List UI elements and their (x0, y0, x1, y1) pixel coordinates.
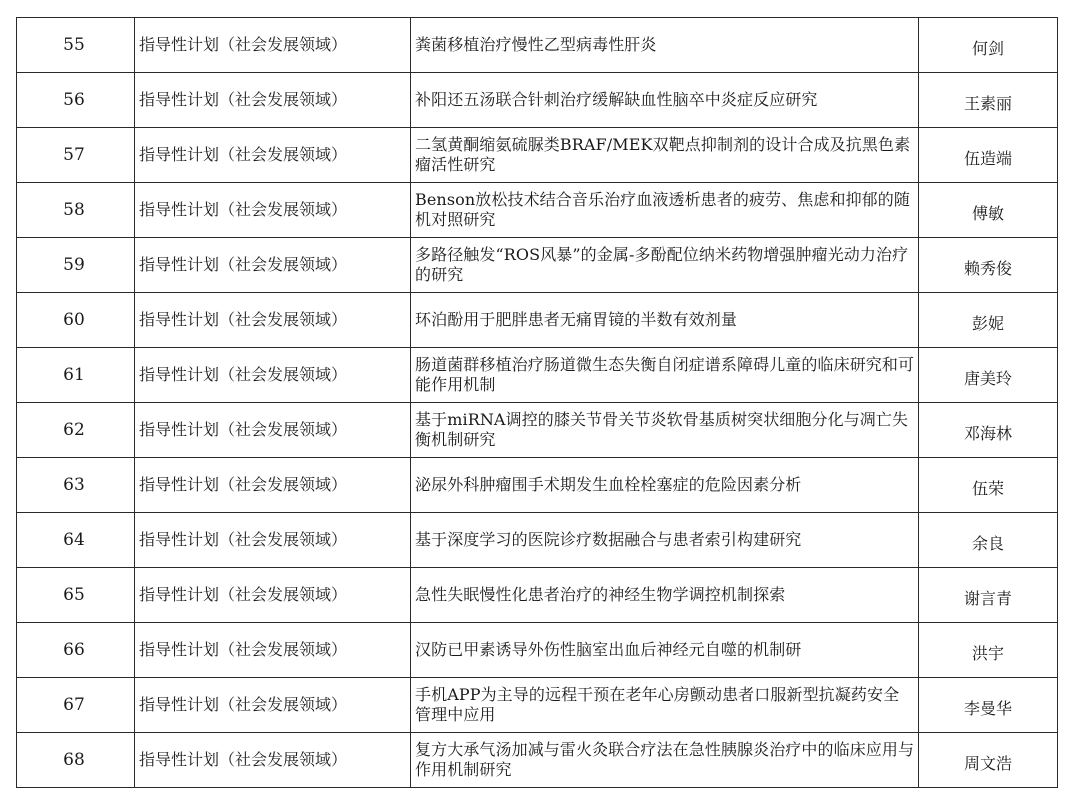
plan-type: 指导性计划（社会发展领域） (135, 348, 411, 403)
table-row (17, 18, 1058, 73)
person-in-charge: 赖秀俊 (919, 238, 1058, 293)
project-title: 基于深度学习的医院诊疗数据融合与患者索引构建研究 (415, 530, 802, 549)
project-title-cell (411, 458, 919, 513)
project-title-cell (411, 183, 919, 238)
person-in-charge: 伍造端 (919, 128, 1058, 183)
plan-type: 指导性计划（社会发展领域） (135, 128, 411, 183)
row-number: 61 (17, 348, 135, 403)
project-title-cell (411, 513, 919, 568)
plan-type: 指导性计划（社会发展领域） (135, 403, 411, 458)
project-title-cell (411, 623, 919, 678)
row-number: 59 (17, 238, 135, 293)
project-title: 二氢黄酮缩氨硫脲类BRAF/MEK双靶点抑制剂的设计合成及抗黑色素瘤活性研究 (415, 135, 911, 174)
project-title: 泌尿外科肿瘤围手术期发生血栓栓塞症的危险因素分析 (415, 475, 802, 494)
plan-type: 指导性计划（社会发展领域） (135, 293, 411, 348)
row-number: 60 (17, 293, 135, 348)
table-row (17, 293, 1058, 348)
project-table-body (17, 18, 1058, 788)
plan-type: 指导性计划（社会发展领域） (135, 678, 411, 733)
project-title: 环泊酚用于肥胖患者无痛胃镜的半数有效剂量 (415, 310, 738, 329)
person-in-charge: 洪宇 (919, 623, 1058, 678)
person-in-charge: 彭妮 (919, 293, 1058, 348)
project-title: 肠道菌群移植治疗肠道微生态失衡自闭症谱系障碍儿童的临床研究和可能作用机制 (415, 355, 915, 394)
table-row (17, 128, 1058, 183)
table-row (17, 458, 1058, 513)
project-title: 补阳还五汤联合针刺治疗缓解缺血性脑卒中炎症反应研究 (415, 90, 818, 109)
row-number: 56 (17, 73, 135, 128)
table-row (17, 348, 1058, 403)
project-title: 多路径触发“ROS风暴”的金属-多酚配位纳米药物增强肿瘤光动力治疗的研究 (415, 245, 909, 284)
row-number: 63 (17, 458, 135, 513)
row-number: 67 (17, 678, 135, 733)
table-row (17, 568, 1058, 623)
project-title-cell (411, 238, 919, 293)
plan-type: 指导性计划（社会发展领域） (135, 733, 411, 788)
project-title: 急性失眠慢性化患者治疗的神经生物学调控机制探索 (415, 585, 786, 604)
project-title-cell (411, 568, 919, 623)
plan-type: 指导性计划（社会发展领域） (135, 568, 411, 623)
project-title-cell (411, 348, 919, 403)
plan-type: 指导性计划（社会发展领域） (135, 18, 411, 73)
project-title: 汉防已甲素诱导外伤性脑室出血后神经元自噬的机制研 (415, 640, 802, 659)
row-number: 62 (17, 403, 135, 458)
row-number: 57 (17, 128, 135, 183)
row-number: 65 (17, 568, 135, 623)
project-title: 复方大承气汤加减与雷火灸联合疗法在急性胰腺炎治疗中的临床应用与作用机制研究 (415, 740, 915, 779)
table-row (17, 678, 1058, 733)
project-title: 粪菌移植治疗慢性乙型病毒性肝炎 (415, 35, 657, 54)
person-in-charge: 傅敏 (919, 183, 1058, 238)
project-title-cell (411, 18, 919, 73)
project-title-cell (411, 73, 919, 128)
project-title: 基于miRNA调控的膝关节骨关节炎软骨基质树突状细胞分化与凋亡失衡机制研究 (415, 410, 909, 449)
table-row (17, 623, 1058, 678)
plan-type: 指导性计划（社会发展领域） (135, 238, 411, 293)
person-in-charge: 李曼华 (919, 678, 1058, 733)
project-title-cell (411, 678, 919, 733)
person-in-charge: 余良 (919, 513, 1058, 568)
project-title: Benson放松技术结合音乐治疗血液透析患者的疲劳、焦虑和抑郁的随机对照研究 (415, 190, 910, 229)
project-title-cell (411, 293, 919, 348)
row-number: 58 (17, 183, 135, 238)
table-row (17, 733, 1058, 788)
person-in-charge: 谢言青 (919, 568, 1058, 623)
table-row (17, 73, 1058, 128)
person-in-charge: 王素丽 (919, 73, 1058, 128)
person-in-charge: 周文浩 (919, 733, 1058, 788)
row-number: 66 (17, 623, 135, 678)
plan-type: 指导性计划（社会发展领域） (135, 623, 411, 678)
plan-type: 指导性计划（社会发展领域） (135, 513, 411, 568)
table-row (17, 183, 1058, 238)
project-title-cell (411, 733, 919, 788)
plan-type: 指导性计划（社会发展领域） (135, 183, 411, 238)
row-number: 68 (17, 733, 135, 788)
plan-type: 指导性计划（社会发展领域） (135, 458, 411, 513)
project-table (16, 17, 1058, 788)
plan-type: 指导性计划（社会发展领域） (135, 73, 411, 128)
project-title: 手机APP为主导的远程干预在老年心房颤动患者口服新型抗凝药安全管理中应用 (415, 685, 900, 724)
table-row (17, 403, 1058, 458)
project-title-cell (411, 128, 919, 183)
project-title-cell (411, 403, 919, 458)
table-row (17, 238, 1058, 293)
person-in-charge: 伍荣 (919, 458, 1058, 513)
person-in-charge: 邓海林 (919, 403, 1058, 458)
table-row (17, 513, 1058, 568)
row-number: 55 (17, 18, 135, 73)
person-in-charge: 何剑 (919, 18, 1058, 73)
row-number: 64 (17, 513, 135, 568)
person-in-charge: 唐美玲 (919, 348, 1058, 403)
